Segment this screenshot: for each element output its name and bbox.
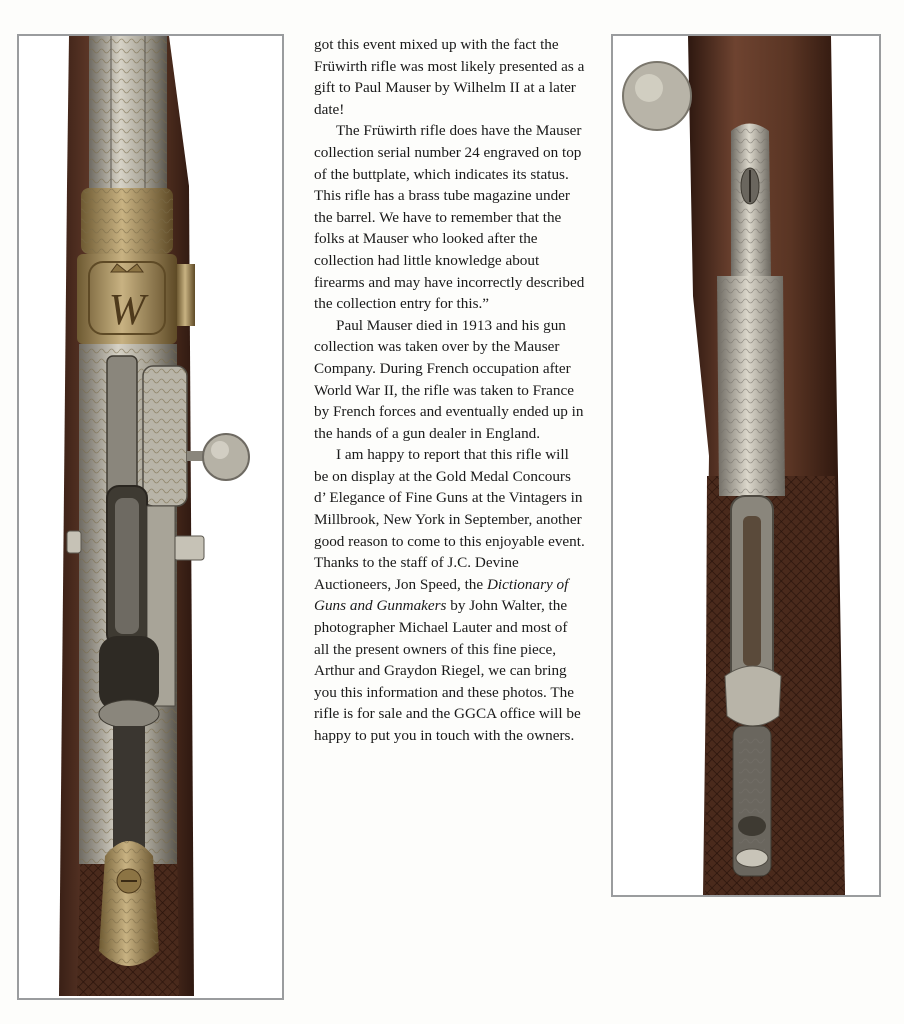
article-paragraph — [314, 120, 586, 314]
paragraph-text: by John Walter, the photographer Michael Lauter and most of all the present owners of this fine piece, Arthur and Graydon Riegel, we can bring you this information and these photos. The rifle is for sale and the GGCA office will be happy to put you in touch with the owners. — [314, 597, 581, 744]
rifle-action-illustration — [19, 36, 282, 998]
article-paragraph — [314, 34, 586, 120]
article-paragraph — [314, 444, 586, 746]
paragraph-text: got this event mixed up with the fact the Früwirth rifle was most likely presented as a gift to Paul Mauser by Wilhelm II at a later date! — [314, 36, 585, 118]
paragraph-text: The Früwirth rifle does have the Mauser collection serial number 24 engraved on top of the buttplate, which indicates its status. This rifle has a brass tube magazine under the barrel. We have to remember that the folks at Mauser who looked after the collection had little knowledge about firearms and may have incorrectly described the collection entry for this.” — [314, 122, 585, 313]
trigger-guard-illustration — [613, 36, 879, 895]
paragraph-text: I am happy to report that this rifle will be on display at the Gold Medal Concours d’ Elegance of Fine Guns at the Vintagers in Millbrook, New York in September, another good reason to come to this enjoyable event. Thanks to the staff of J.C. Devine Auctioneers, Jon Speed, the — [314, 446, 585, 593]
right-rifle-photo — [611, 34, 881, 897]
article-paragraph — [314, 315, 586, 445]
left-rifle-photo — [17, 34, 284, 1000]
paragraph-text: Paul Mauser died in 1913 and his gun collection was taken over by the Mauser Company. During French occupation after World War II, the rifle was taken to France by French forces and eventually ended up in the hands of a gun dealer in England. — [314, 316, 584, 442]
svg-text:W: W — [108, 285, 146, 334]
article-body — [314, 34, 586, 747]
book-title-italic: Dictionary of Guns and Gunmakers — [314, 575, 569, 615]
